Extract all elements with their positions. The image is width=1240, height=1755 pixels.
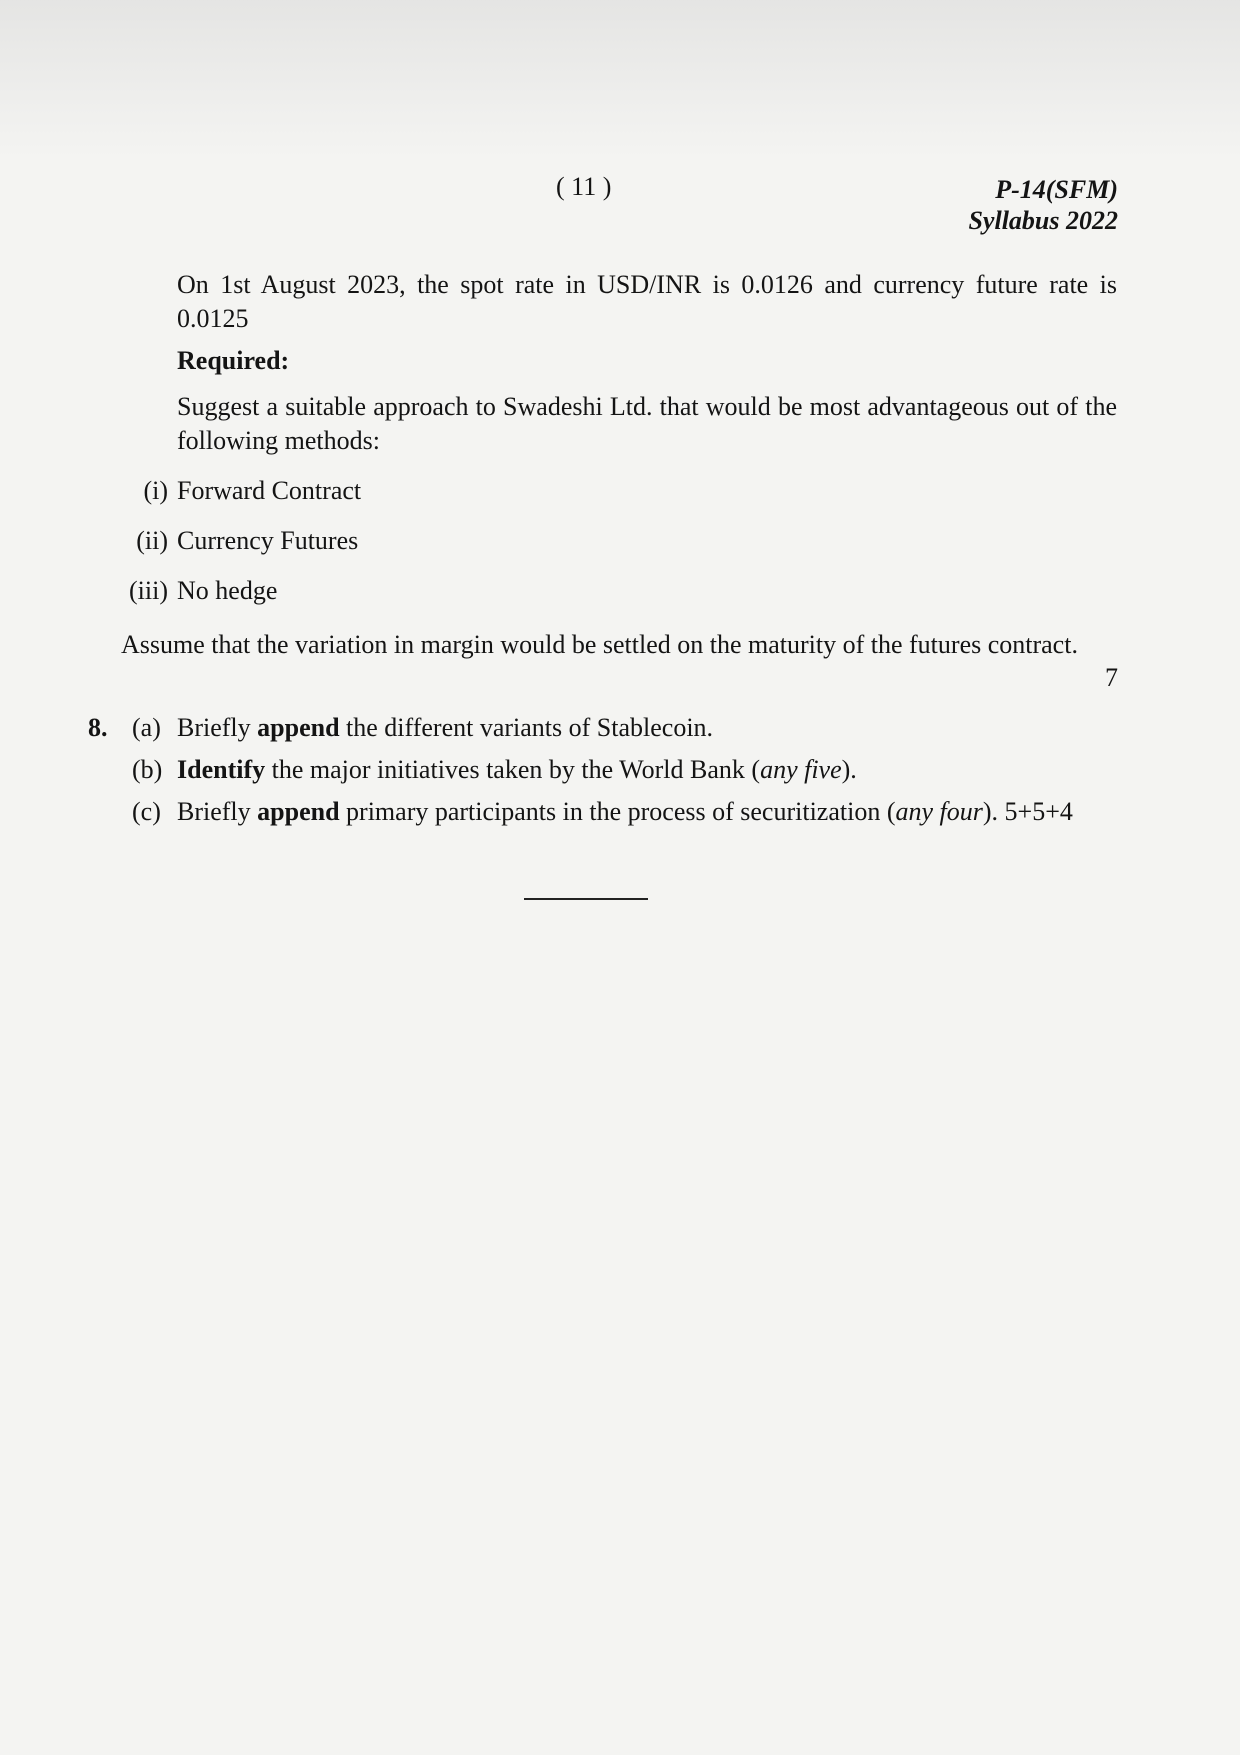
required-heading: Required:	[177, 346, 290, 375]
scan-shadow	[0, 0, 1240, 160]
option-text: Forward Contract	[177, 476, 362, 505]
option-label: (ii)	[136, 526, 168, 555]
question-intro: On 1st August 2023, the spot rate in USD/INR is 0.0126 and currency future rate is 0.0125	[177, 270, 1117, 333]
marks-label: 7	[1105, 663, 1118, 692]
option-label: (i)	[143, 476, 168, 505]
option-text: No hedge	[177, 576, 278, 605]
end-rule	[524, 898, 648, 900]
question-number: 8.	[88, 713, 108, 742]
option-text: Currency Futures	[177, 526, 359, 555]
part-text: Briefly append the different variants of Stablecoin.	[177, 713, 714, 742]
part-label: (a)	[132, 713, 161, 742]
part-text: Briefly append primary participants in the process of securitization (any four). 5+5+4	[177, 797, 1073, 826]
part-text: Identify the major initiatives taken by the World Bank (any five).	[177, 755, 857, 784]
part-label: (c)	[132, 797, 161, 826]
question-instruction: Suggest a suitable approach to Swadeshi Ltd. that would be most advantageous out of the following methods:	[177, 392, 1117, 455]
page-number: ( 11 )	[556, 172, 612, 201]
option-label: (iii)	[129, 576, 168, 605]
assumption-text: Assume that the variation in margin would be settled on the maturity of the futures contract.	[121, 630, 1078, 659]
paper-code: P-14(SFM)	[995, 175, 1118, 204]
part-label: (b)	[132, 755, 163, 784]
syllabus-label: Syllabus 2022	[968, 206, 1118, 235]
